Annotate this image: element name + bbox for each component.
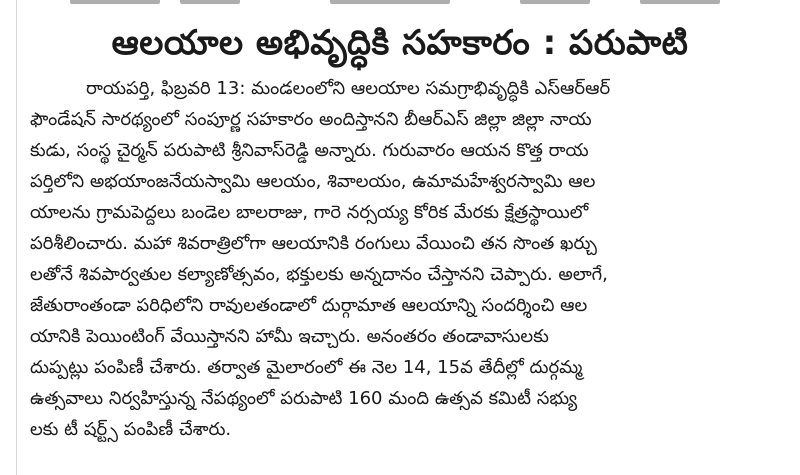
article-line: ఉత్సవాలు నిర్వహిస్తున్న నేపథ్యంలో పరుపాటి 160 మంది ఉత్సవ కమిటీ సభ్యు [30, 388, 578, 409]
article-line: జేతురాంతండా పరిధిలోని రావులతండాలో దుర్గామాత ఆలయాన్ని సందర్శించి ఆల [30, 295, 588, 316]
previous-article-cut-off [0, 0, 800, 10]
article-line: లతోనే శివపార్వతుల కల్యాణోత్సవం, భక్తులకు అన్నదానం చేస్తానని చెప్పారు. అలాగే, [30, 264, 608, 285]
article-line: ఫౌండేషన్ సారథ్యంలో సంపూర్ణ సహకారం అందిస్తానని బీఆర్‌ఎస్ జిల్లా జిల్లా నాయ [30, 109, 592, 130]
next-article-cut-off [0, 469, 800, 475]
article-line: యాలను గ్రామపెద్దలు బండెల బాలరాజు, గారె నర్సయ్య కోరిక మేరకు క్షేత్రస్థాయిలో [30, 202, 589, 223]
article-line: పరిశీలించారు. మహా శివరాత్రిలోగా ఆలయానికి రంగులు వేయించి తన సొంత ఖర్చు [30, 233, 597, 254]
article-body [30, 73, 770, 445]
column-rule [16, 0, 17, 475]
article-line: దుప్పట్లు పంపిణీ చేశారు. తర్వాత మైలారంలో ఈ నెల 14, 15వ తేదీల్లో దుర్గమ్మ [30, 357, 583, 378]
news-article [30, 10, 800, 475]
article-line: రాయపర్తి, ఫిబ్రవరి 13: మండలంలోని ఆలయాల సమగ్రాభివృద్ధికి ఎస్‌ఆర్‌ఆర్ [86, 78, 611, 99]
article-line: కుడు, సంస్థ చైర్మన్ పరుపాటి శ్రీనివాస్‌రెడ్డి అన్నారు. గురువారం ఆయన కొత్త రాయ [30, 140, 589, 161]
article-line: పర్తిలోని అభయాంజనేయస్వామి ఆలయం, శివాలయం, ఉమామహేశ్వరస్వామి ఆల [30, 171, 596, 192]
article-headline: ఆలయాల అభివృద్ధికి సహకారం : పరుపాటి [111, 23, 689, 63]
article-line: లకు టీ షర్ట్స్ పంపిణీ చేశారు. [30, 419, 232, 440]
article-line: యానికి పెయింటింగ్ వేయిస్తానని హామీ ఇచ్చారు. అనంతరం తండావాసులకు [30, 326, 549, 347]
